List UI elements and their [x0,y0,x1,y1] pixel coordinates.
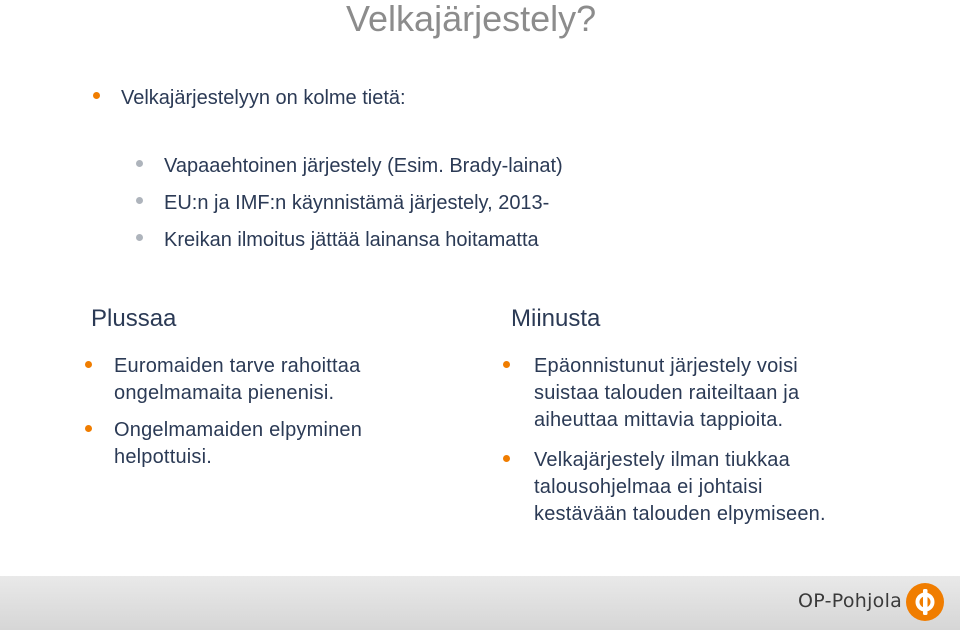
plus-heading: Plussaa [91,305,177,332]
option-item: Kreikan ilmoitus jättää lainansa hoitamatta [164,229,539,251]
option-item: EU:n ja IMF:n käynnistämä järjestely, 2013- [164,192,550,214]
minus-item-line: kestävään talouden elpymiseen. [534,503,826,525]
plus-item-line: ongelmamaita pienenisi. [114,382,335,404]
bullet-icon [85,361,92,368]
plus-item [114,417,362,471]
sub-bullet-icon [136,197,143,204]
slide-title: Velkajärjestely? [346,0,597,39]
plus-item [114,353,360,407]
plus-item-line: Euromaiden tarve rahoittaa [114,355,361,377]
sub-bullet-icon [136,160,143,167]
brand-name: OP-Pohjola [798,590,903,612]
minus-item-line: Epäonnistunut järjestely voisi [534,355,798,377]
intro-text: Velkajärjestelyyn on kolme tietä: [121,87,406,109]
bullet-icon [503,361,510,368]
op-logo-icon [906,583,944,621]
sub-bullet-icon [136,234,143,241]
minus-item-line: Velkajärjestely ilman tiukkaa [534,449,790,471]
plus-item-line: Ongelmamaiden elpyminen [114,419,363,441]
minus-item [534,447,826,528]
minus-item-line: suistaa talouden raiteiltaan ja [534,382,800,404]
minus-item-line: aiheuttaa mittavia tappioita. [534,409,784,431]
minus-heading: Miinusta [511,305,601,332]
bullet-icon [503,455,510,462]
plus-item-line: helpottuisi. [114,446,213,468]
bullet-icon [93,92,100,99]
minus-item [534,353,799,434]
option-item: Vapaaehtoinen järjestely (Esim. Brady-lainat) [164,155,563,177]
bullet-icon [85,425,92,432]
minus-item-line: talousohjelmaa ei johtaisi [534,476,763,498]
